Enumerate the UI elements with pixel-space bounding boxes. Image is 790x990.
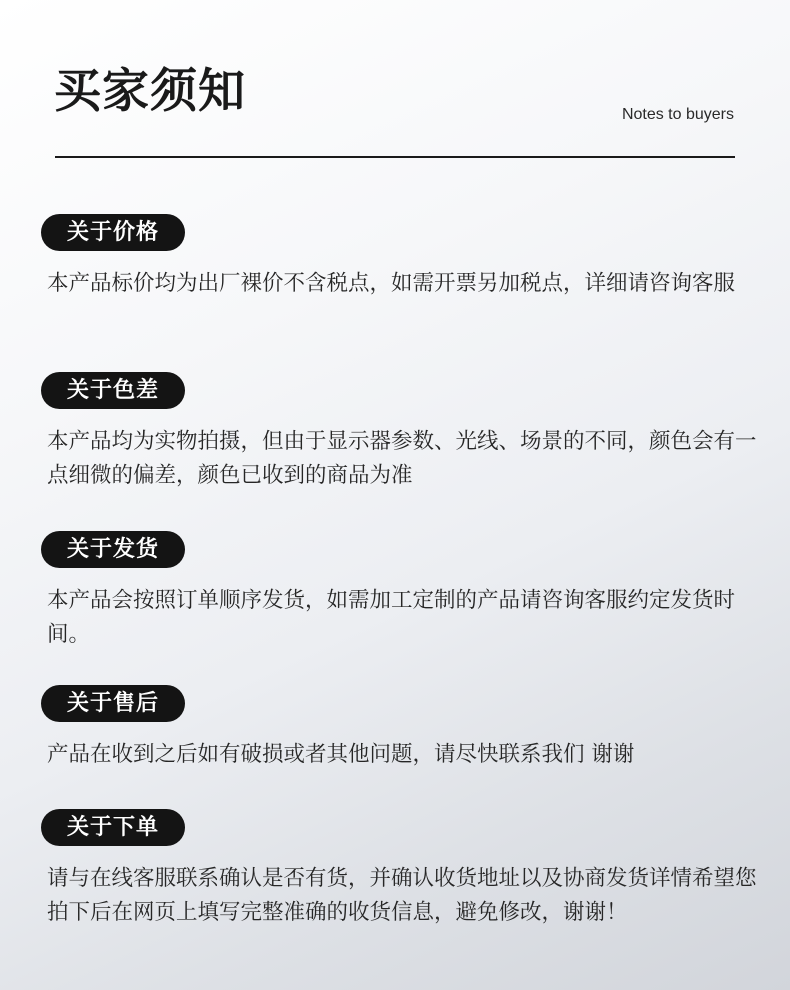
section-label-shipping: 关于发货 — [41, 531, 185, 568]
header — [0, 0, 790, 170]
section-label-color-difference: 关于色差 — [41, 372, 185, 409]
section-text-color-difference: 本产品均为实物拍摄，但由于显示器参数、光线、场景的不同，颜色会有一点细微的偏差，颜色已收到的商品为准 — [47, 429, 757, 488]
section-label-price: 关于价格 — [41, 214, 185, 251]
section-label-after-sales: 关于售后 — [41, 685, 185, 722]
section-text-shipping: 本产品会按照订单顺序发货，如需加工定制的产品请咨询客服约定发货时间。 — [47, 588, 736, 647]
section-label-ordering: 关于下单 — [41, 809, 185, 846]
page-title: 买家须知 — [54, 64, 246, 119]
section-text-price: 本产品标价均为出厂裸价不含税点，如需开票另加税点，详细请咨询客服 — [47, 271, 736, 296]
section-text-after-sales: 产品在收到之后如有破损或者其他问题，请尽快联系我们 谢谢 — [47, 742, 635, 767]
section-text-ordering: 请与在线客服联系确认是否有货，并确认收货地址以及协商发货详情希望您拍下后在网页上填写完整准确的收货信息，避免修改，谢谢！ — [47, 866, 757, 925]
page-subtitle: Notes to buyers — [621, 106, 734, 123]
header-divider — [55, 156, 735, 158]
